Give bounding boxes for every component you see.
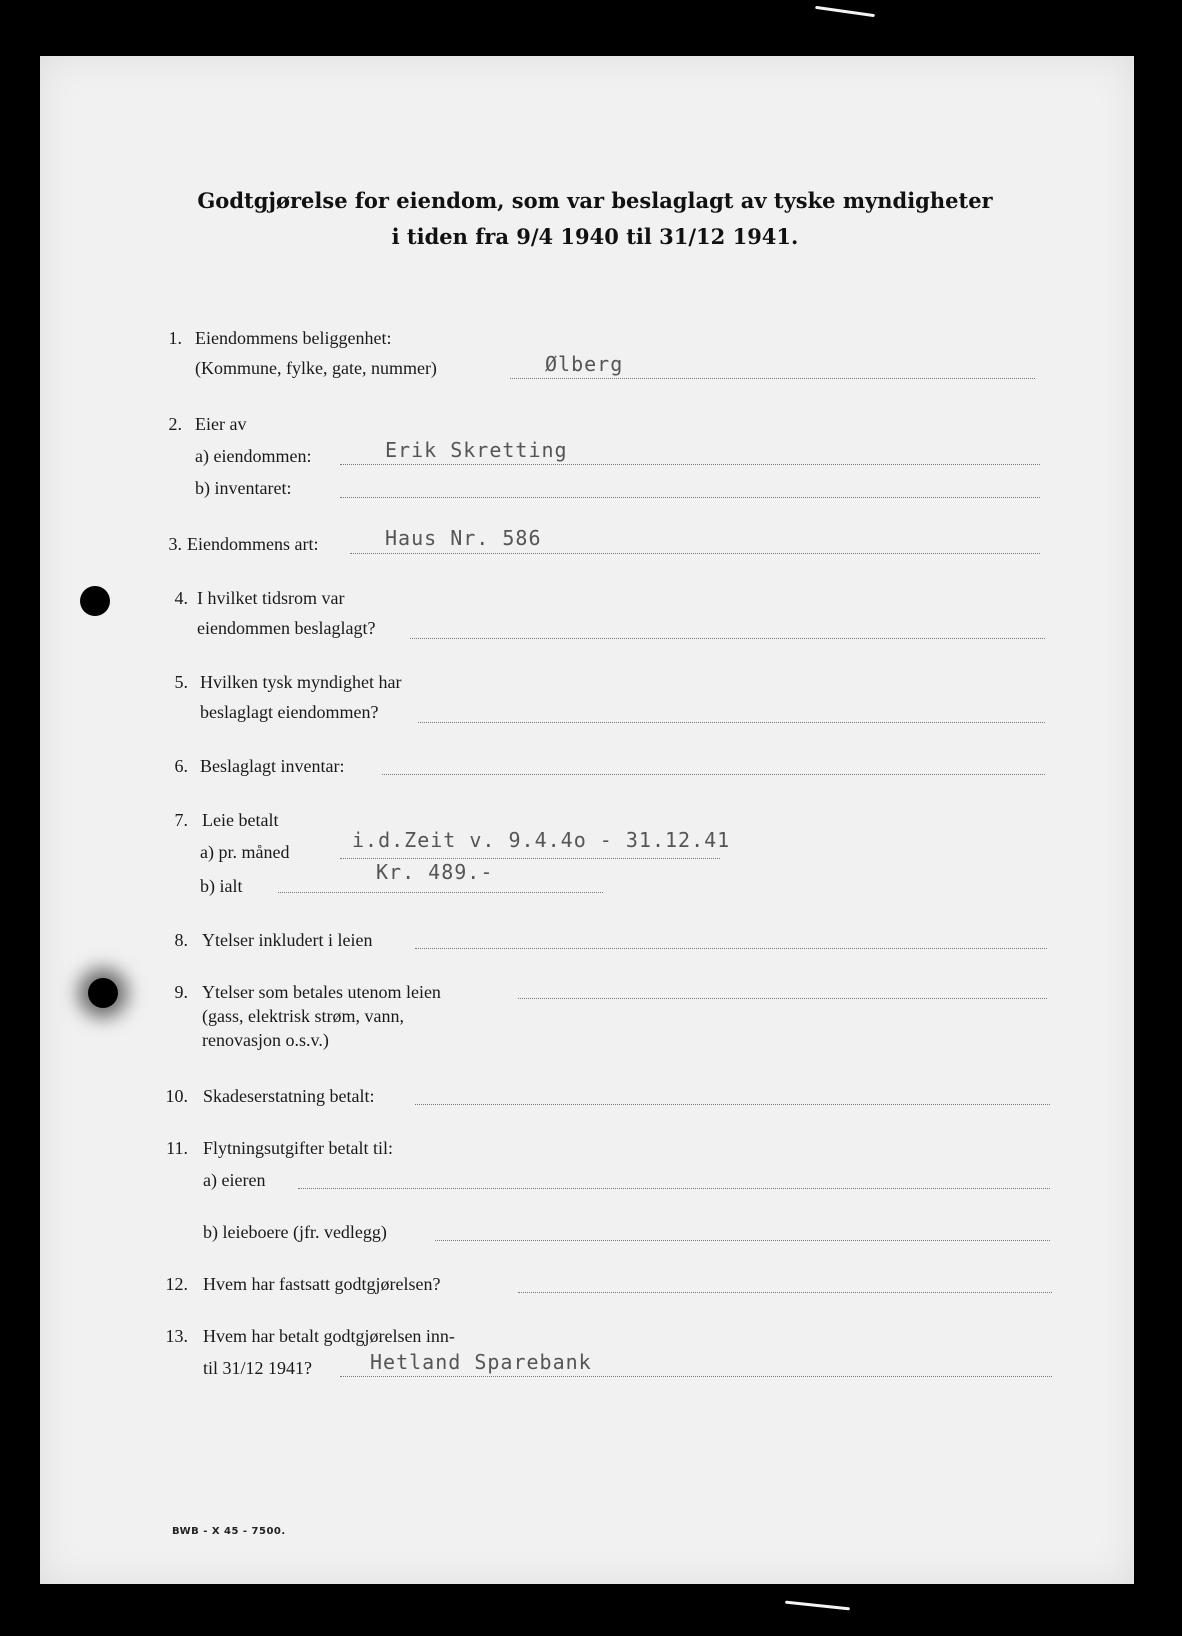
item-11-label: Flytningsutgifter betalt til: bbox=[203, 1138, 393, 1158]
item-9-sublabel-1: (gass, elektrisk strøm, vann, bbox=[202, 1006, 404, 1026]
form-title-line1: Godtgjørelse for eiendom, som var beslaglagt av tyske myndigheter bbox=[197, 188, 993, 213]
form-page bbox=[40, 56, 1134, 1584]
item-13-number: 13. bbox=[165, 1326, 188, 1346]
form-footer-code: BWB - X 45 - 7500. bbox=[172, 1526, 286, 1537]
item-1-sublabel: (Kommune, fylke, gate, nummer) bbox=[195, 358, 437, 378]
item-4-line bbox=[410, 638, 1045, 639]
item-10-line bbox=[415, 1104, 1050, 1105]
item-6-number: 6. bbox=[174, 756, 188, 776]
item-1-number: 1. bbox=[168, 328, 182, 348]
item-2-number: 2. bbox=[168, 414, 182, 434]
item-9-label: Ytelser som betales utenom leien bbox=[202, 982, 441, 1002]
item-8-label: Ytelser inkludert i leien bbox=[202, 930, 373, 950]
item-6-label: Beslaglagt inventar: bbox=[200, 756, 345, 776]
punch-hole-bottom bbox=[88, 978, 118, 1008]
item-2-label: Eier av bbox=[195, 414, 247, 434]
item-3-value[interactable]: Haus Nr. 586 bbox=[385, 526, 542, 550]
item-5-label: Hvilken tysk myndighet har bbox=[200, 672, 402, 692]
item-13-line bbox=[340, 1376, 1052, 1377]
item-7-label: Leie betalt bbox=[202, 810, 279, 830]
item-3-line bbox=[350, 553, 1040, 554]
form-title-line2: i tiden fra 9/4 1940 til 31/12 1941. bbox=[391, 224, 799, 249]
item-5-sublabel: beslaglagt eiendommen? bbox=[200, 702, 379, 722]
item-4-label: I hvilket tidsrom var bbox=[197, 588, 345, 608]
item-7-number: 7. bbox=[174, 810, 188, 830]
punch-hole-top bbox=[80, 586, 110, 616]
item-2a-label: a) eiendommen: bbox=[195, 446, 312, 466]
item-2a-value[interactable]: Erik Skretting bbox=[385, 438, 568, 462]
item-7b-line bbox=[278, 892, 603, 893]
item-11-number: 11. bbox=[166, 1138, 188, 1158]
scan-mark-bottom bbox=[785, 1601, 850, 1611]
item-11b-line bbox=[435, 1240, 1050, 1241]
item-9-sublabel-2: renovasjon o.s.v.) bbox=[202, 1030, 329, 1050]
item-7b-label: b) ialt bbox=[200, 876, 243, 896]
item-4-number: 4. bbox=[174, 588, 188, 608]
item-5-number: 5. bbox=[174, 672, 188, 692]
item-4-sublabel: eiendommen beslaglagt? bbox=[197, 618, 376, 638]
item-7b-value[interactable]: Kr. 489.- bbox=[376, 860, 494, 884]
item-5-line bbox=[418, 722, 1045, 723]
item-9-number: 9. bbox=[174, 982, 188, 1002]
item-7a-line bbox=[340, 858, 720, 859]
item-10-number: 10. bbox=[165, 1086, 188, 1106]
item-12-line bbox=[518, 1292, 1052, 1293]
item-1-value[interactable]: Ølberg bbox=[545, 352, 624, 376]
item-1-line bbox=[510, 378, 1035, 379]
item-11a-line bbox=[298, 1188, 1050, 1189]
item-12-label: Hvem har fastsatt godtgjørelsen? bbox=[203, 1274, 441, 1294]
item-13-label: Hvem har betalt godtgjørelsen inn- bbox=[203, 1326, 455, 1346]
item-2b-label: b) inventaret: bbox=[195, 478, 292, 498]
item-10-label: Skadeserstatning betalt: bbox=[203, 1086, 375, 1106]
item-11b-label: b) leieboere (jfr. vedlegg) bbox=[203, 1222, 387, 1242]
item-9-line bbox=[518, 998, 1047, 999]
item-7a-label: a) pr. måned bbox=[200, 842, 290, 862]
item-13-sublabel: til 31/12 1941? bbox=[203, 1358, 312, 1378]
item-6-line bbox=[382, 774, 1045, 775]
item-12-number: 12. bbox=[165, 1274, 188, 1294]
item-3-label: Eiendommens art: bbox=[187, 534, 319, 554]
item-2a-line bbox=[340, 464, 1040, 465]
item-13-value[interactable]: Hetland Sparebank bbox=[370, 1350, 592, 1374]
item-11a-label: a) eieren bbox=[203, 1170, 266, 1190]
scan-mark-top bbox=[815, 6, 875, 17]
item-3-number: 3. bbox=[168, 534, 182, 554]
item-2b-line bbox=[340, 497, 1040, 498]
item-8-line bbox=[415, 948, 1047, 949]
item-1-label: Eiendommens beliggenhet: bbox=[195, 328, 392, 348]
item-8-number: 8. bbox=[174, 930, 188, 950]
item-7a-value[interactable]: i.d.Zeit v. 9.4.4o - 31.12.41 bbox=[352, 828, 731, 852]
